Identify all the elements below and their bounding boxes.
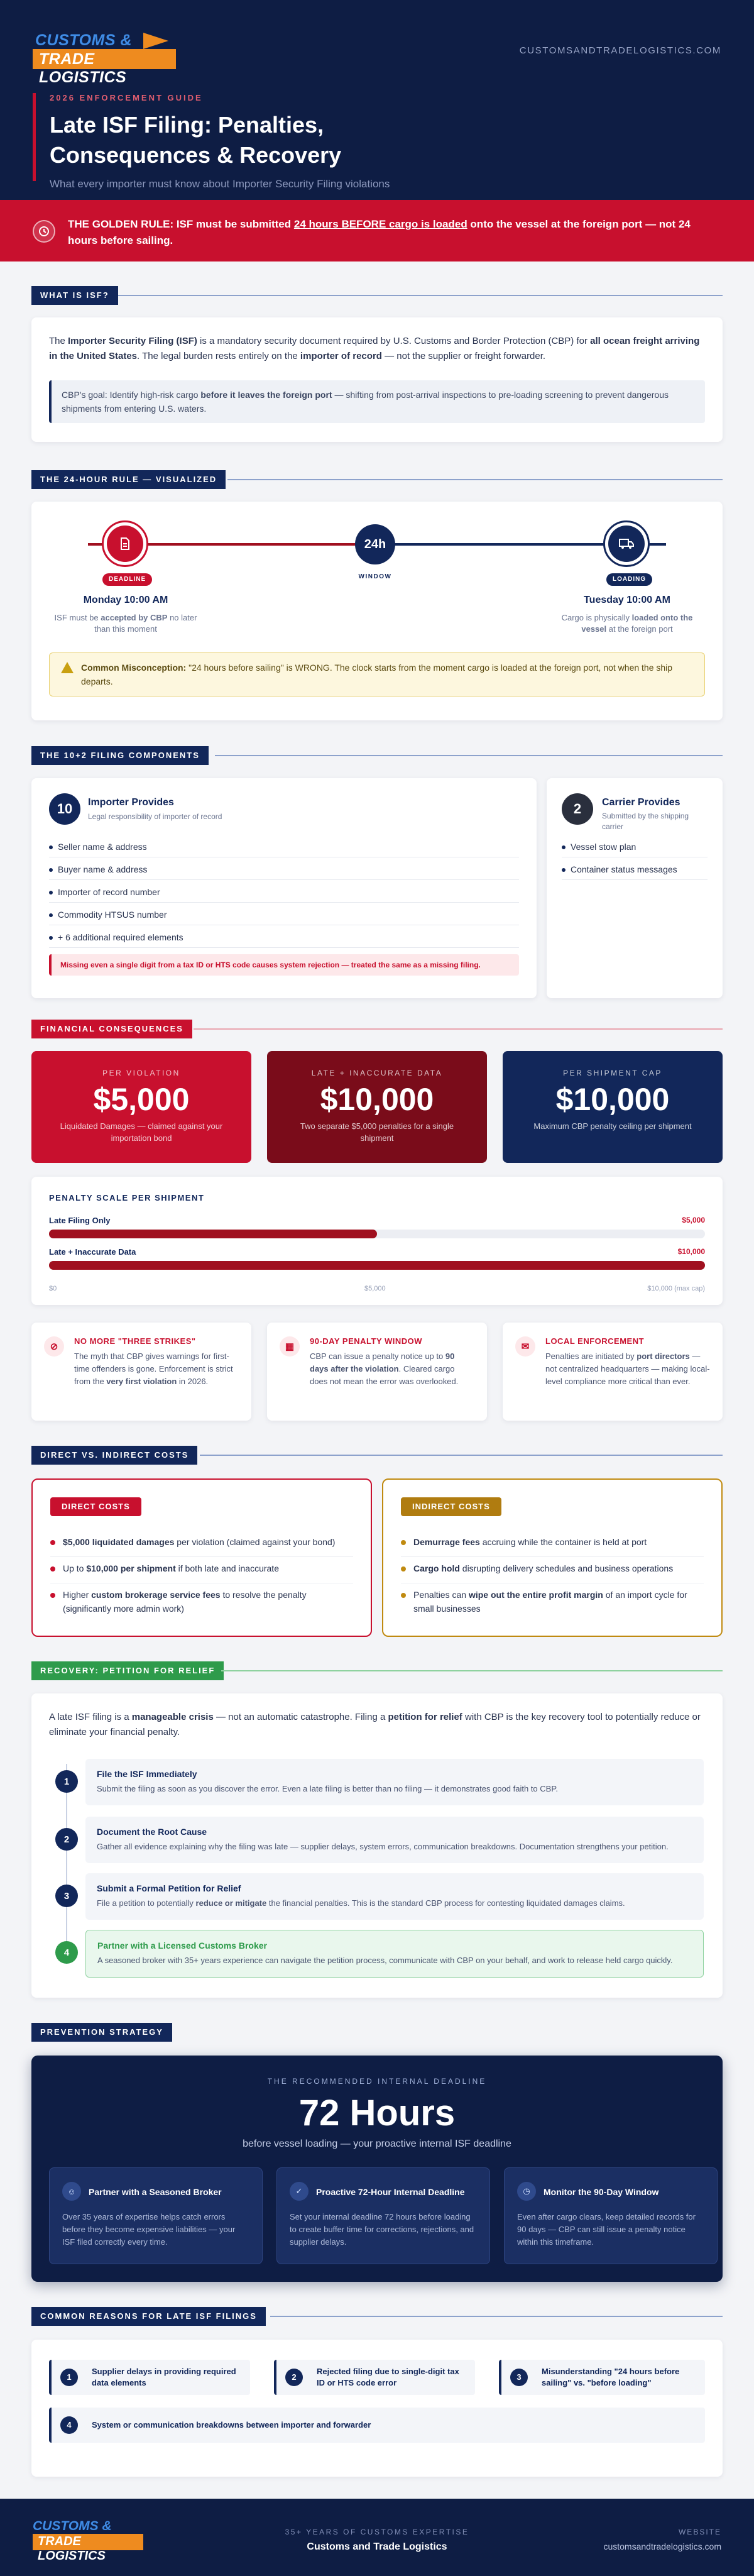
section-header-prevention: PREVENTION STRATEGY (31, 2023, 723, 2042)
reasons-card (31, 2340, 723, 2477)
prevention-card-title: Monitor the 90-Day Window (544, 2187, 659, 2197)
hero-title-block (33, 93, 390, 190)
recovery-step (85, 1817, 704, 1863)
document-icon (107, 526, 143, 562)
website-link[interactable]: CUSTOMSANDTRADELOGISTICS.COM (519, 45, 721, 56)
carrier-subtitle: Submitted by the shipping carrier (602, 812, 689, 831)
bar-value-late-inaccurate: $10,000 (677, 1247, 705, 1256)
cost-item: Penalties can wipe out the entire profit margin of an import cycle for small businesses (401, 1588, 704, 1623)
step-desc: A seasoned broker with 35+ years experience can navigate the petition process, communicate with CBP on your behalf, and work to release held cargo quickly. (97, 1956, 673, 1965)
importer-subtitle: Legal responsibility of importer of record (88, 812, 222, 821)
step-desc: Submit the filing as soon as you discover the error. Even a late filing is better than no filing — it demonstrates good faith to CBP. (97, 1784, 558, 1793)
chat-icon: ✉ (515, 1336, 535, 1357)
step-title: File the ISF Immediately (97, 1769, 197, 1779)
logo-arrow-icon (143, 33, 168, 49)
reason-item (499, 2360, 705, 2395)
page-subtitle: What every importer must know about Importer Security Filing violations (50, 178, 390, 190)
penalty-scale-card (31, 1177, 723, 1305)
penalty-scale-title: PENALTY SCALE PER SHIPMENT (49, 1193, 205, 1203)
footer-logo-line2[interactable]: TRADE LOGISTICS (33, 2534, 143, 2550)
section-header-direct-indirect: DIRECT VS. INDIRECT COSTS (31, 1446, 723, 1465)
reason-item (49, 2408, 705, 2443)
prevention-subtitle: before vessel loading — your proactive internal ISF deadline (243, 2138, 511, 2149)
reason-item (274, 2360, 475, 2395)
penalty-fact-title: LOCAL ENFORCEMENT (545, 1336, 645, 1346)
calendar-icon: ▦ (280, 1336, 300, 1357)
carrier-item: Container status messages (562, 859, 708, 880)
section-header-what-is-isf: WHAT IS ISF? (31, 286, 723, 305)
deadline-pill: DEADLINE (102, 573, 152, 586)
importer-card (31, 778, 537, 998)
reason-number: 4 (60, 2416, 78, 2434)
bar-label-late: Late Filing Only (49, 1216, 111, 1225)
cbp-goal-note: CBP's goal: Identify high-risk cargo before it leaves the foreign port — shifting from post-arrival inspections to pre-loading screening to prevent dangerous shipments from entering U.S. waters. (49, 380, 705, 423)
footer-tagline: 35+ YEARS OF CUSTOMS EXPERTISE (285, 2528, 469, 2536)
penalty-fact-card (267, 1323, 487, 1421)
window-marker: 24h (355, 524, 395, 564)
financial-card-desc: Two separate $5,000 penalties for a single shipment (300, 1121, 454, 1143)
prevention-card (504, 2167, 718, 2264)
misconception-warning: Common Misconception: "24 hours before sailing" is WRONG. The clock starts from the moment cargo is loaded at the foreign port, not when the ship departs. (49, 652, 705, 696)
bar-fill-late-inaccurate (49, 1261, 705, 1270)
reason-text: System or communication breakdowns between importer and forwarder (92, 2420, 371, 2430)
axis-max: $10,000 (max cap) (647, 1285, 705, 1292)
importer-item: Commodity HTSUS number (49, 904, 519, 925)
importer-alert: Missing even a single digit from a tax ID or HTS code causes system rejection — treated the same as a missing filing. (49, 954, 519, 976)
penalty-fact-desc: Penalties are initiated by port directors — not centralized headquarters — making local-level compliance more critical than ever. (545, 1351, 710, 1386)
carrier-count: 2 (562, 793, 593, 825)
footer-website-link[interactable]: customsandtradelogistics.com (603, 2541, 721, 2551)
prevention-card-desc: Set your internal deadline 72 hours before loading to create buffer time for corrections, rejections, and supplier delays. (290, 2212, 474, 2247)
prevention-card-desc: Even after cargo clears, keep detailed records for 90 days — CBP can still issue a penalty notice within this timeframe. (517, 2212, 696, 2247)
prevention-headline: 72 Hours (298, 2093, 456, 2133)
direct-costs-tag: DIRECT COSTS (50, 1497, 141, 1516)
clock-icon (33, 220, 55, 243)
golden-rule-banner: THE GOLDEN RULE: ISF must be submitted 24 hours BEFORE cargo is loaded onto the vessel at the foreign port — not 24 hours before sailing. (0, 200, 754, 261)
importer-item: Buyer name & address (49, 859, 519, 880)
eyebrow: 2026 ENFORCEMENT GUIDE (50, 93, 203, 102)
carrier-card (547, 778, 723, 998)
recovery-step (85, 1930, 704, 1978)
carrier-title: Carrier Provides (602, 797, 680, 808)
step-number: 2 (55, 1828, 78, 1851)
reason-text: Misunderstanding "24 hours before sailing" vs. "before loading" (542, 2367, 680, 2387)
cost-item: Cargo hold disrupting delivery schedules and business operations (401, 1561, 704, 1583)
financial-card-label: PER VIOLATION (102, 1069, 180, 1077)
bar-value-late: $5,000 (682, 1216, 705, 1225)
logo-line1: CUSTOMS & (35, 31, 133, 49)
financial-card-label: PER SHIPMENT CAP (563, 1069, 662, 1077)
cost-item: $5,000 liquidated damages per violation (claimed against your bond) (50, 1535, 353, 1557)
step-desc: File a petition to potentially reduce or mitigate the financial penalties. This is the standard CBP process for contesting liquidated damages claims. (97, 1898, 625, 1908)
step-desc: Gather all evidence explaining why the filing was late — supplier delays, system errors, communication breakdowns. Documentation strengthens your petition. (97, 1842, 669, 1851)
no-entry-icon: ⊘ (44, 1336, 64, 1357)
indirect-costs-card (382, 1478, 723, 1637)
financial-card (31, 1051, 251, 1163)
clock-icon: ◷ (517, 2182, 536, 2201)
penalty-fact-title: 90-DAY PENALTY WINDOW (310, 1336, 423, 1346)
carrier-item: Vessel stow plan (562, 836, 708, 857)
step-title: Partner with a Licensed Customs Broker (97, 1940, 267, 1951)
financial-card-desc: Maximum CBP penalty ceiling per shipment (533, 1121, 692, 1131)
page-title: Late ISF Filing: Penalties, Consequences & Recovery (50, 112, 342, 168)
reason-number: 2 (285, 2369, 303, 2386)
prevention-card-desc: Over 35 years of expertise helps catch errors before they become expensive liabilities — your ISF filed correctly every time. (62, 2212, 236, 2247)
truck-icon (608, 526, 645, 562)
prevention-eyebrow: THE RECOMMENDED INTERNAL DEADLINE (267, 2077, 487, 2086)
loading-time: Tuesday 10:00 AM (584, 595, 670, 605)
prevention-panel (31, 2056, 723, 2282)
financial-card-value: $10,000 (320, 1082, 434, 1117)
deadline-marker (102, 520, 148, 567)
axis-min: $0 (49, 1285, 57, 1292)
prevention-card (49, 2167, 263, 2264)
bar-fill-late (49, 1230, 377, 1238)
penalty-fact-desc: The myth that CBP gives warnings for first-time offenders is gone. Enforcement is strict from the very first violation in 2026. (74, 1351, 233, 1386)
prevention-card (276, 2167, 490, 2264)
prevention-card-title: Partner with a Seasoned Broker (89, 2187, 222, 2197)
step-number: 4 (55, 1941, 78, 1964)
recovery-step (85, 1873, 704, 1920)
penalty-fact-card (31, 1323, 251, 1421)
financial-card-value: $10,000 (555, 1082, 670, 1117)
section-header-components: THE 10+2 FILING COMPONENTS (31, 746, 723, 765)
footer-logo-line1[interactable]: CUSTOMS & (33, 2519, 112, 2533)
isf-description: The Importer Security Filing (ISF) is a mandatory security document required by U.S. Customs and Border Protection (CBP) for all ocean freight arriving in the United States. The legal burden rests entirely on the importer of record — not the supplier or freight forwarder. (49, 336, 700, 361)
reason-text: Rejected filing due to single-digit tax ID or HTS code error (317, 2367, 459, 2387)
bar-track-late (49, 1230, 705, 1238)
importer-item: Seller name & address (49, 836, 519, 857)
logo[interactable] (33, 30, 183, 86)
penalty-fact-card (503, 1323, 723, 1421)
footer-company: Customs and Trade Logistics (307, 2541, 447, 2552)
footer-website-label: WEBSITE (678, 2528, 721, 2536)
reason-number: 3 (510, 2369, 528, 2386)
cost-item: Higher custom brokerage service fees to resolve the penalty (significantly more admin work) (50, 1588, 353, 1623)
loading-desc: Cargo is physically loaded onto the vessel at the foreign port (561, 613, 693, 634)
recovery-intro: A late ISF filing is a manageable crisis — not an automatic catastrophe. Filing a petition for relief with CBP is the key recovery tool to potentially reduce or eliminate your financial penalty. (49, 1712, 701, 1737)
footer (0, 2499, 754, 2576)
header (0, 0, 754, 200)
recovery-step (85, 1759, 704, 1805)
penalty-fact-title: NO MORE "THREE STRIKES" (74, 1336, 196, 1346)
financial-card-value: $5,000 (93, 1082, 190, 1117)
bar-label-late-inaccurate: Late + Inaccurate Data (49, 1247, 136, 1257)
isf-card (31, 317, 723, 442)
prevention-card-title: Proactive 72-Hour Internal Deadline (316, 2187, 465, 2197)
deadline-desc: ISF must be accepted by CBP no later than this moment (54, 613, 197, 634)
users-icon: ☺ (62, 2182, 81, 2201)
importer-count: 10 (49, 793, 80, 825)
warning-icon (61, 662, 74, 673)
section-header-financial: FINANCIAL CONSEQUENCES (31, 1020, 723, 1038)
checklist-icon: ✓ (290, 2182, 309, 2201)
importer-item: + 6 additional required elements (49, 927, 519, 948)
loading-marker (603, 520, 650, 567)
section-header-24-hour-rule: THE 24-HOUR RULE — VISUALIZED (31, 470, 723, 489)
penalty-fact-desc: CBP can issue a penalty notice up to 90 days after the violation. Cleared cargo does not mean the error was overlooked. (310, 1351, 459, 1386)
financial-card (267, 1051, 487, 1163)
bar-track-late-inaccurate (49, 1261, 705, 1270)
window-label: WINDOW (358, 573, 392, 580)
step-number: 1 (55, 1770, 78, 1793)
reason-text: Supplier delays in providing required data elements (92, 2367, 236, 2387)
loading-pill: LOADING (606, 573, 652, 586)
importer-item: Importer of record number (49, 881, 519, 903)
indirect-costs-tag: INDIRECT COSTS (401, 1497, 501, 1516)
timeline-card (31, 502, 723, 720)
axis-mid: $5,000 (364, 1285, 386, 1292)
reason-number: 1 (60, 2369, 78, 2386)
importer-title: Importer Provides (88, 797, 174, 808)
section-header-recovery: RECOVERY: PETITION FOR RELIEF (31, 1661, 723, 1680)
cost-item: Demurrage fees accruing while the container is held at port (401, 1535, 704, 1557)
logo-line2: TRADE LOGISTICS (33, 49, 176, 69)
reason-item (49, 2360, 250, 2395)
step-number: 3 (55, 1885, 78, 1907)
section-header-reasons: COMMON REASONS FOR LATE ISF FILINGS (31, 2307, 723, 2326)
financial-card-desc: Liquidated Damages — claimed against your importation bond (60, 1121, 223, 1143)
deadline-time: Monday 10:00 AM (83, 595, 168, 605)
step-title: Submit a Formal Petition for Relief (97, 1883, 241, 1893)
financial-card (503, 1051, 723, 1163)
step-title: Document the Root Cause (97, 1827, 207, 1837)
financial-card-label: LATE + INACCURATE DATA (311, 1069, 443, 1077)
cost-item: Up to $10,000 per shipment if both late and inaccurate (50, 1561, 353, 1583)
direct-costs-card (31, 1478, 372, 1637)
